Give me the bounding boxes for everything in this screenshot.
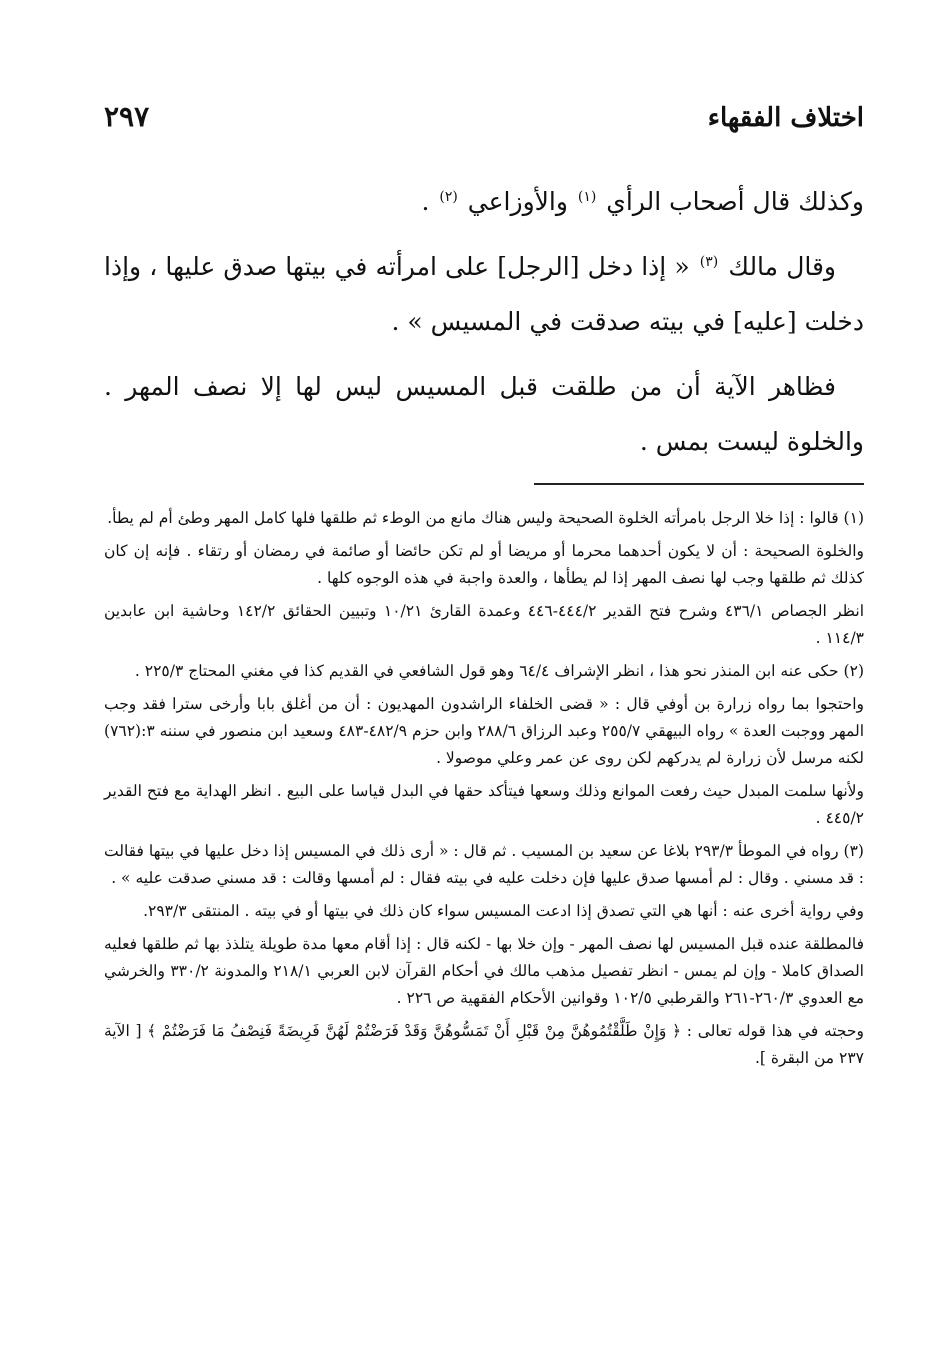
paragraph: فظاهر الآية أن من طلقت قبل المسيس ليس لها إلا نصف المهر . والخلوة ليست بمس .	[104, 372, 864, 456]
footnote-paragraph: فالمطلقة عنده قبل المسيس لها نصف المهر - وإن خلا بها - لكنه قال : إذا أقام معها مدة طويلة يتلذذ بها ثم طلقها فعليه الصداق كاملا - وإن لم يمس - انظر تفصيل مذهب مالك في أحكام القرآن لابن العربي ٢١٨/١ والمدونة ٣٣٠/٢ والخرشي مع العدوي ٢٦٠/٣-٢٦١ والقرطبي ١٠٢/٥ وقوانين الأحكام الفقهية ص ٢٢٦ .	[104, 935, 864, 1007]
footnote-paragraph: واحتجوا بما رواه زرارة بن أوفي قال : « قضى الخلفاء الراشدون المهديون : أن من أغلق بابا وأرخى سترا فقد وجب المهر ووجبت العدة » رواه البيهقي ٢٥٥/٧ وعبد الرزاق ٢٨٨/٦ وابن حزم ٤٨٢/٩-٤٨٣ وسعيد ابن منصور في سننه ٣:(٧٦٢) لكنه مرسل لأن زرارة لم يدركهم لكن روى عن عمر وعلي موصولا .	[104, 695, 864, 767]
main-text	[104, 174, 864, 469]
paragraph-text: وقال مالك	[728, 252, 836, 281]
footnote-paragraph: ولأنها سلمت المبدل حيث رفعت الموانع وذلك وسعها فيتأكد حقها في البدل قياسا على البيع . انظر الهداية مع فتح القدير ٤٤٥/٢ .	[104, 782, 864, 827]
footnote-paragraph: وحجته في هذا قوله تعالى : ﴿ وَإِنْ طَلَّقْتُمُوهُنَّ مِنْ قَبْلِ أَنْ تَمَسُّوهُنَّ وَقَدْ فَرَضْتُمْ لَهُنَّ فَرِيضَةً فَنِصْفُ مَا فَرَضْتُمْ ﴾ [ الآية ٢٣٧ من البقرة ].	[104, 1022, 864, 1067]
paragraph-text: والأوزاعي	[467, 187, 568, 216]
paragraph	[104, 239, 864, 349]
footnote-divider	[534, 483, 864, 485]
paragraph-text: « إذا دخل [الرجل] على امرأته في بيتها صدق عليها ، وإذا دخلت [عليه] في بيته صدقت في المسيس » .	[104, 252, 864, 336]
footnote-paragraph: والخلوة الصحيحة : أن لا يكون أحدهما محرما أو مريضا أو لم تكن حائضا أو صائمة في رمضان أو رتقاء . فإنه إن كان كذلك ثم طلقها وجب لها نصف المهر إذا لم يطأها ، والعدة واجبة في هذه الوجوه كلها .	[104, 542, 864, 587]
running-title: اختلاف الفقهاء	[707, 103, 864, 133]
footnote: (٢) حكى عنه ابن المنذر نحو هذا ، انظر الإشراف ٦٤/٤ وهو قول الشافعي في القديم كذا في مغني المحتاج ٢٢٥/٣ .	[134, 662, 864, 680]
footnote: (١) قالوا : إذا خلا الرجل بامرأته الخلوة الصحيحة وليس هناك مانع من الوطء ثم طلقها فلها كامل المهر وطئ أم لم يطأ.	[107, 509, 864, 527]
footnote-paragraph: وفي رواية أخرى عنه : أنها هي التي تصدق إذا ادعت المسيس سواء كان ذلك في بيتها أو في بيته . المنتقى ٢٩٣/٣.	[143, 902, 864, 920]
paragraph	[104, 174, 864, 229]
footnotes	[104, 505, 864, 1072]
page-number: ٢٩٧	[104, 100, 150, 133]
footnote-ref: (٣)	[699, 253, 719, 270]
footnote-ref: (١)	[577, 188, 597, 205]
paragraph-text: .	[421, 187, 430, 216]
footnote-paragraph: انظر الجصاص ٤٣٦/١ وشرح فتح القدير ٤٤٤/٢-٤٤٦ وعمدة القارئ ١٠/٢١ وتبيين الحقائق ١٤٢/٢ وحاشية ابن عابدين ١١٤/٣ .	[104, 602, 865, 647]
book-page	[104, 100, 864, 1078]
footnote: (٣) رواه في الموطأ ٢٩٣/٣ بلاغا عن سعيد بن المسيب . ثم قال : « أرى ذلك في المسيس إذا دخل عليها في بيتها فقالت : قد مسني . وقال : لم أمسها صدق عليها فإن دخلت عليه في بيته فقال : لم أمسها وقالت : قد مسني صدقت عليه » .	[104, 842, 864, 887]
page-header	[104, 100, 864, 152]
paragraph-text: وكذلك قال أصحاب الرأي	[606, 187, 864, 216]
footnote-ref: (٢)	[439, 188, 458, 205]
